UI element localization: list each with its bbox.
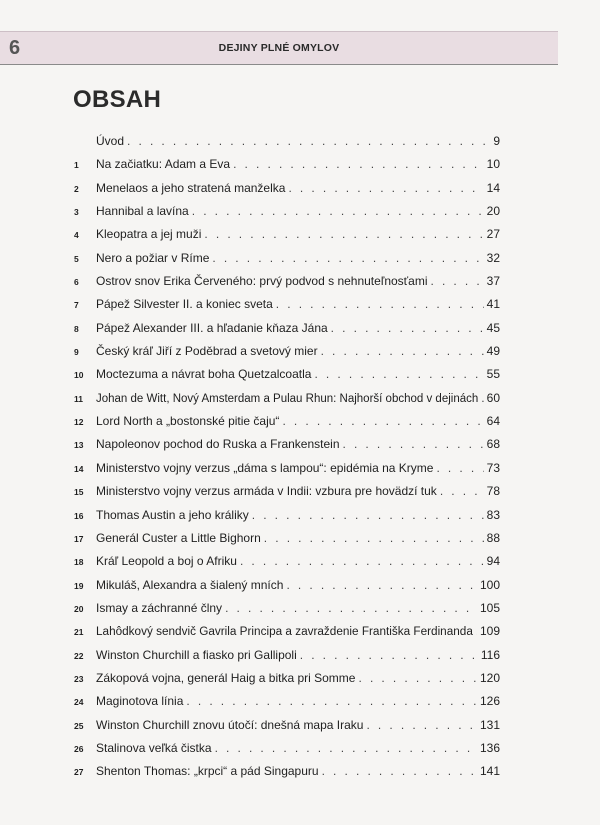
chapter-title: Hannibal a lavína — [96, 204, 189, 219]
toc-entry — [74, 270, 500, 293]
dot-leader — [476, 620, 477, 643]
chapter-number: 15 — [74, 487, 84, 498]
page-reference: 64 — [486, 414, 500, 429]
chapter-title: Menelaos a jeho stratená manželka — [96, 180, 286, 195]
toc-entry — [74, 363, 500, 386]
chapter-number: 12 — [74, 417, 84, 428]
dot-leader — [322, 760, 477, 783]
dot-leader — [343, 433, 484, 456]
toc-entry — [74, 620, 500, 643]
toc-entry — [74, 317, 500, 340]
page-reference: 60 — [486, 390, 500, 405]
chapter-title: Úvod — [96, 134, 125, 148]
toc-entry — [74, 504, 500, 527]
chapter-title: Ministerstvo vojny verzus „dáma s lampou“: epidémia na Kryme — [96, 460, 434, 475]
dot-leader — [276, 293, 484, 316]
dot-leader — [366, 714, 477, 737]
chapter-number: 4 — [74, 230, 79, 241]
dot-leader — [225, 597, 477, 620]
chapter-number: 16 — [74, 510, 84, 521]
toc-entry — [74, 433, 500, 456]
page-reference: 109 — [479, 624, 500, 639]
chapter-number: 1 — [74, 160, 79, 171]
page-reference: 141 — [479, 764, 500, 779]
chapter-number: 7 — [74, 300, 79, 311]
chapter-title: Nero a požiar v Ríme — [96, 250, 210, 265]
chapter-number: 18 — [74, 557, 84, 568]
chapter-title: Johan de Witt, Nový Amsterdam a Pulau Rhun: Najhorší obchod v dejinách — [96, 392, 479, 405]
page-reference: 116 — [480, 647, 500, 662]
dot-leader — [431, 270, 484, 293]
page-reference: 37 — [486, 274, 500, 289]
chapter-number: 11 — [74, 393, 83, 404]
page-reference: 83 — [486, 507, 500, 522]
page-reference: 78 — [486, 484, 500, 499]
chapter-title: Lahôdkový sendvič Gavrila Principa a zavraždenie Františka Ferdinanda — [96, 625, 473, 639]
chapter-number: 13 — [74, 440, 84, 451]
toc-entry — [74, 760, 500, 783]
chapter-number: 19 — [74, 580, 84, 591]
chapter-title: Ismay a záchranné člny — [96, 600, 223, 615]
toc-entry — [74, 130, 500, 153]
page-reference: 20 — [486, 204, 500, 219]
dot-leader — [288, 177, 483, 200]
page-reference: 126 — [479, 694, 500, 709]
chapter-number: 23 — [74, 673, 84, 684]
chapter-title: Napoleonov pochod do Ruska a Frankenstein — [96, 437, 340, 452]
toc-heading: OBSAH — [73, 86, 162, 113]
dot-leader — [215, 737, 477, 760]
dot-leader — [264, 527, 484, 550]
dot-leader — [331, 317, 484, 340]
page-reference: 94 — [486, 554, 500, 569]
toc-entry — [74, 153, 500, 176]
page-reference: 100 — [479, 577, 500, 592]
chapter-title: Winston Churchill a fiasko pri Gallipoli — [96, 647, 297, 662]
chapter-number: 14 — [74, 463, 84, 474]
page-reference: 27 — [486, 227, 500, 242]
chapter-number: 21 — [74, 627, 84, 638]
toc-entry — [74, 247, 500, 270]
chapter-title: Pápež Alexander III. a hľadanie kňaza Jána — [96, 320, 328, 335]
table-of-contents — [74, 130, 500, 784]
toc-entry — [74, 340, 500, 363]
toc-entry — [74, 410, 500, 433]
chapter-title: Maginotova línia — [96, 694, 184, 709]
chapter-number: 8 — [74, 323, 79, 334]
page-reference: 10 — [486, 157, 500, 172]
dot-leader — [252, 504, 484, 527]
toc-entry — [74, 387, 500, 410]
toc-entry — [74, 223, 500, 246]
chapter-title: Zákopová vojna, generál Haig a bitka pri Somme — [96, 670, 356, 685]
chapter-title: Shenton Thomas: „krpci“ a pád Singapuru — [96, 764, 319, 779]
chapter-title: Generál Custer a Little Bighorn — [96, 530, 261, 545]
page-number: 6 — [9, 37, 21, 59]
toc-entry — [74, 480, 500, 503]
chapter-title: Ministerstvo vojny verzus armáda v Indii: vzbura pre hovädzí tuk — [96, 484, 437, 499]
toc-entry — [74, 714, 500, 737]
chapter-title: Český kráľ Jiří z Poděbrad a svetový mier — [96, 344, 318, 359]
chapter-title: Kleopatra a jej muži — [96, 227, 202, 242]
chapter-number: 22 — [74, 650, 84, 661]
page-reference: 32 — [486, 250, 500, 265]
running-header — [0, 31, 558, 65]
dot-leader — [240, 550, 484, 573]
toc-entry — [74, 574, 500, 597]
dot-leader — [300, 644, 478, 667]
dot-leader — [233, 153, 484, 176]
dot-leader — [286, 574, 477, 597]
page-reference: 41 — [486, 297, 500, 312]
chapter-number: 2 — [74, 183, 79, 194]
toc-entry — [74, 644, 500, 667]
toc-entry — [74, 550, 500, 573]
chapter-title: Moctezuma a návrat boha Quetzalcoatla — [96, 367, 312, 382]
chapter-title: Pápež Silvester II. a koniec sveta — [96, 297, 273, 312]
chapter-title: Lord North a „bostonské pitie čaju“ — [96, 414, 280, 429]
chapter-number: 6 — [74, 277, 79, 288]
toc-entry — [74, 200, 500, 223]
page-reference: 45 — [486, 320, 500, 335]
chapter-title: Mikuláš, Alexandra a šialený mních — [96, 577, 284, 592]
toc-entry — [74, 690, 500, 713]
dot-leader — [440, 480, 484, 503]
page-reference: 88 — [486, 530, 500, 545]
chapter-title: Winston Churchill znovu útočí: dnešná mapa Iraku — [96, 717, 364, 732]
dot-leader — [358, 667, 476, 690]
toc-entry — [74, 527, 500, 550]
chapter-number: 9 — [74, 347, 79, 358]
chapter-number: 20 — [74, 603, 84, 614]
dot-leader — [321, 340, 484, 363]
page-reference: 49 — [486, 344, 500, 359]
chapter-title: Stalinova veľká čistka — [96, 740, 212, 755]
chapter-title: Thomas Austin a jeho králiky — [96, 507, 249, 522]
chapter-number: 24 — [74, 697, 84, 708]
dot-leader — [186, 690, 477, 713]
page-reference: 105 — [479, 600, 500, 615]
dot-leader — [314, 363, 483, 386]
chapter-number: 5 — [74, 253, 79, 264]
dot-leader — [282, 410, 483, 433]
chapter-number: 26 — [74, 743, 84, 754]
dot-leader — [192, 200, 484, 223]
dot-leader — [204, 223, 483, 246]
toc-entry — [74, 737, 500, 760]
dot-leader — [436, 457, 483, 480]
toc-entry — [74, 667, 500, 690]
page-reference: 55 — [486, 367, 500, 382]
page-reference: 131 — [479, 717, 500, 732]
chapter-title: Ostrov snov Erika Červeného: prvý podvod s nehnuteľnosťami — [96, 274, 428, 289]
running-title: DEJINY PLNÉ OMYLOV — [218, 42, 340, 54]
dot-leader — [127, 130, 490, 153]
page-reference: 14 — [486, 180, 500, 195]
chapter-title: Na začiatku: Adam a Eva — [96, 157, 231, 172]
toc-entry — [74, 457, 500, 480]
dot-leader — [481, 387, 483, 410]
page-reference: 9 — [493, 134, 500, 148]
chapter-number: 17 — [74, 533, 84, 544]
toc-entry — [74, 597, 500, 620]
toc-entry — [74, 293, 500, 316]
page-reference: 120 — [479, 670, 500, 685]
toc-entry — [74, 177, 500, 200]
page-reference: 136 — [479, 740, 500, 755]
dot-leader — [212, 247, 483, 270]
chapter-title: Kráľ Leopold a boj o Afriku — [96, 554, 237, 569]
page-reference: 68 — [486, 437, 500, 452]
page-reference: 73 — [486, 460, 500, 475]
chapter-number: 25 — [74, 720, 84, 731]
chapter-number: 3 — [74, 207, 79, 218]
chapter-number: 10 — [74, 370, 84, 381]
chapter-number: 27 — [74, 767, 84, 778]
